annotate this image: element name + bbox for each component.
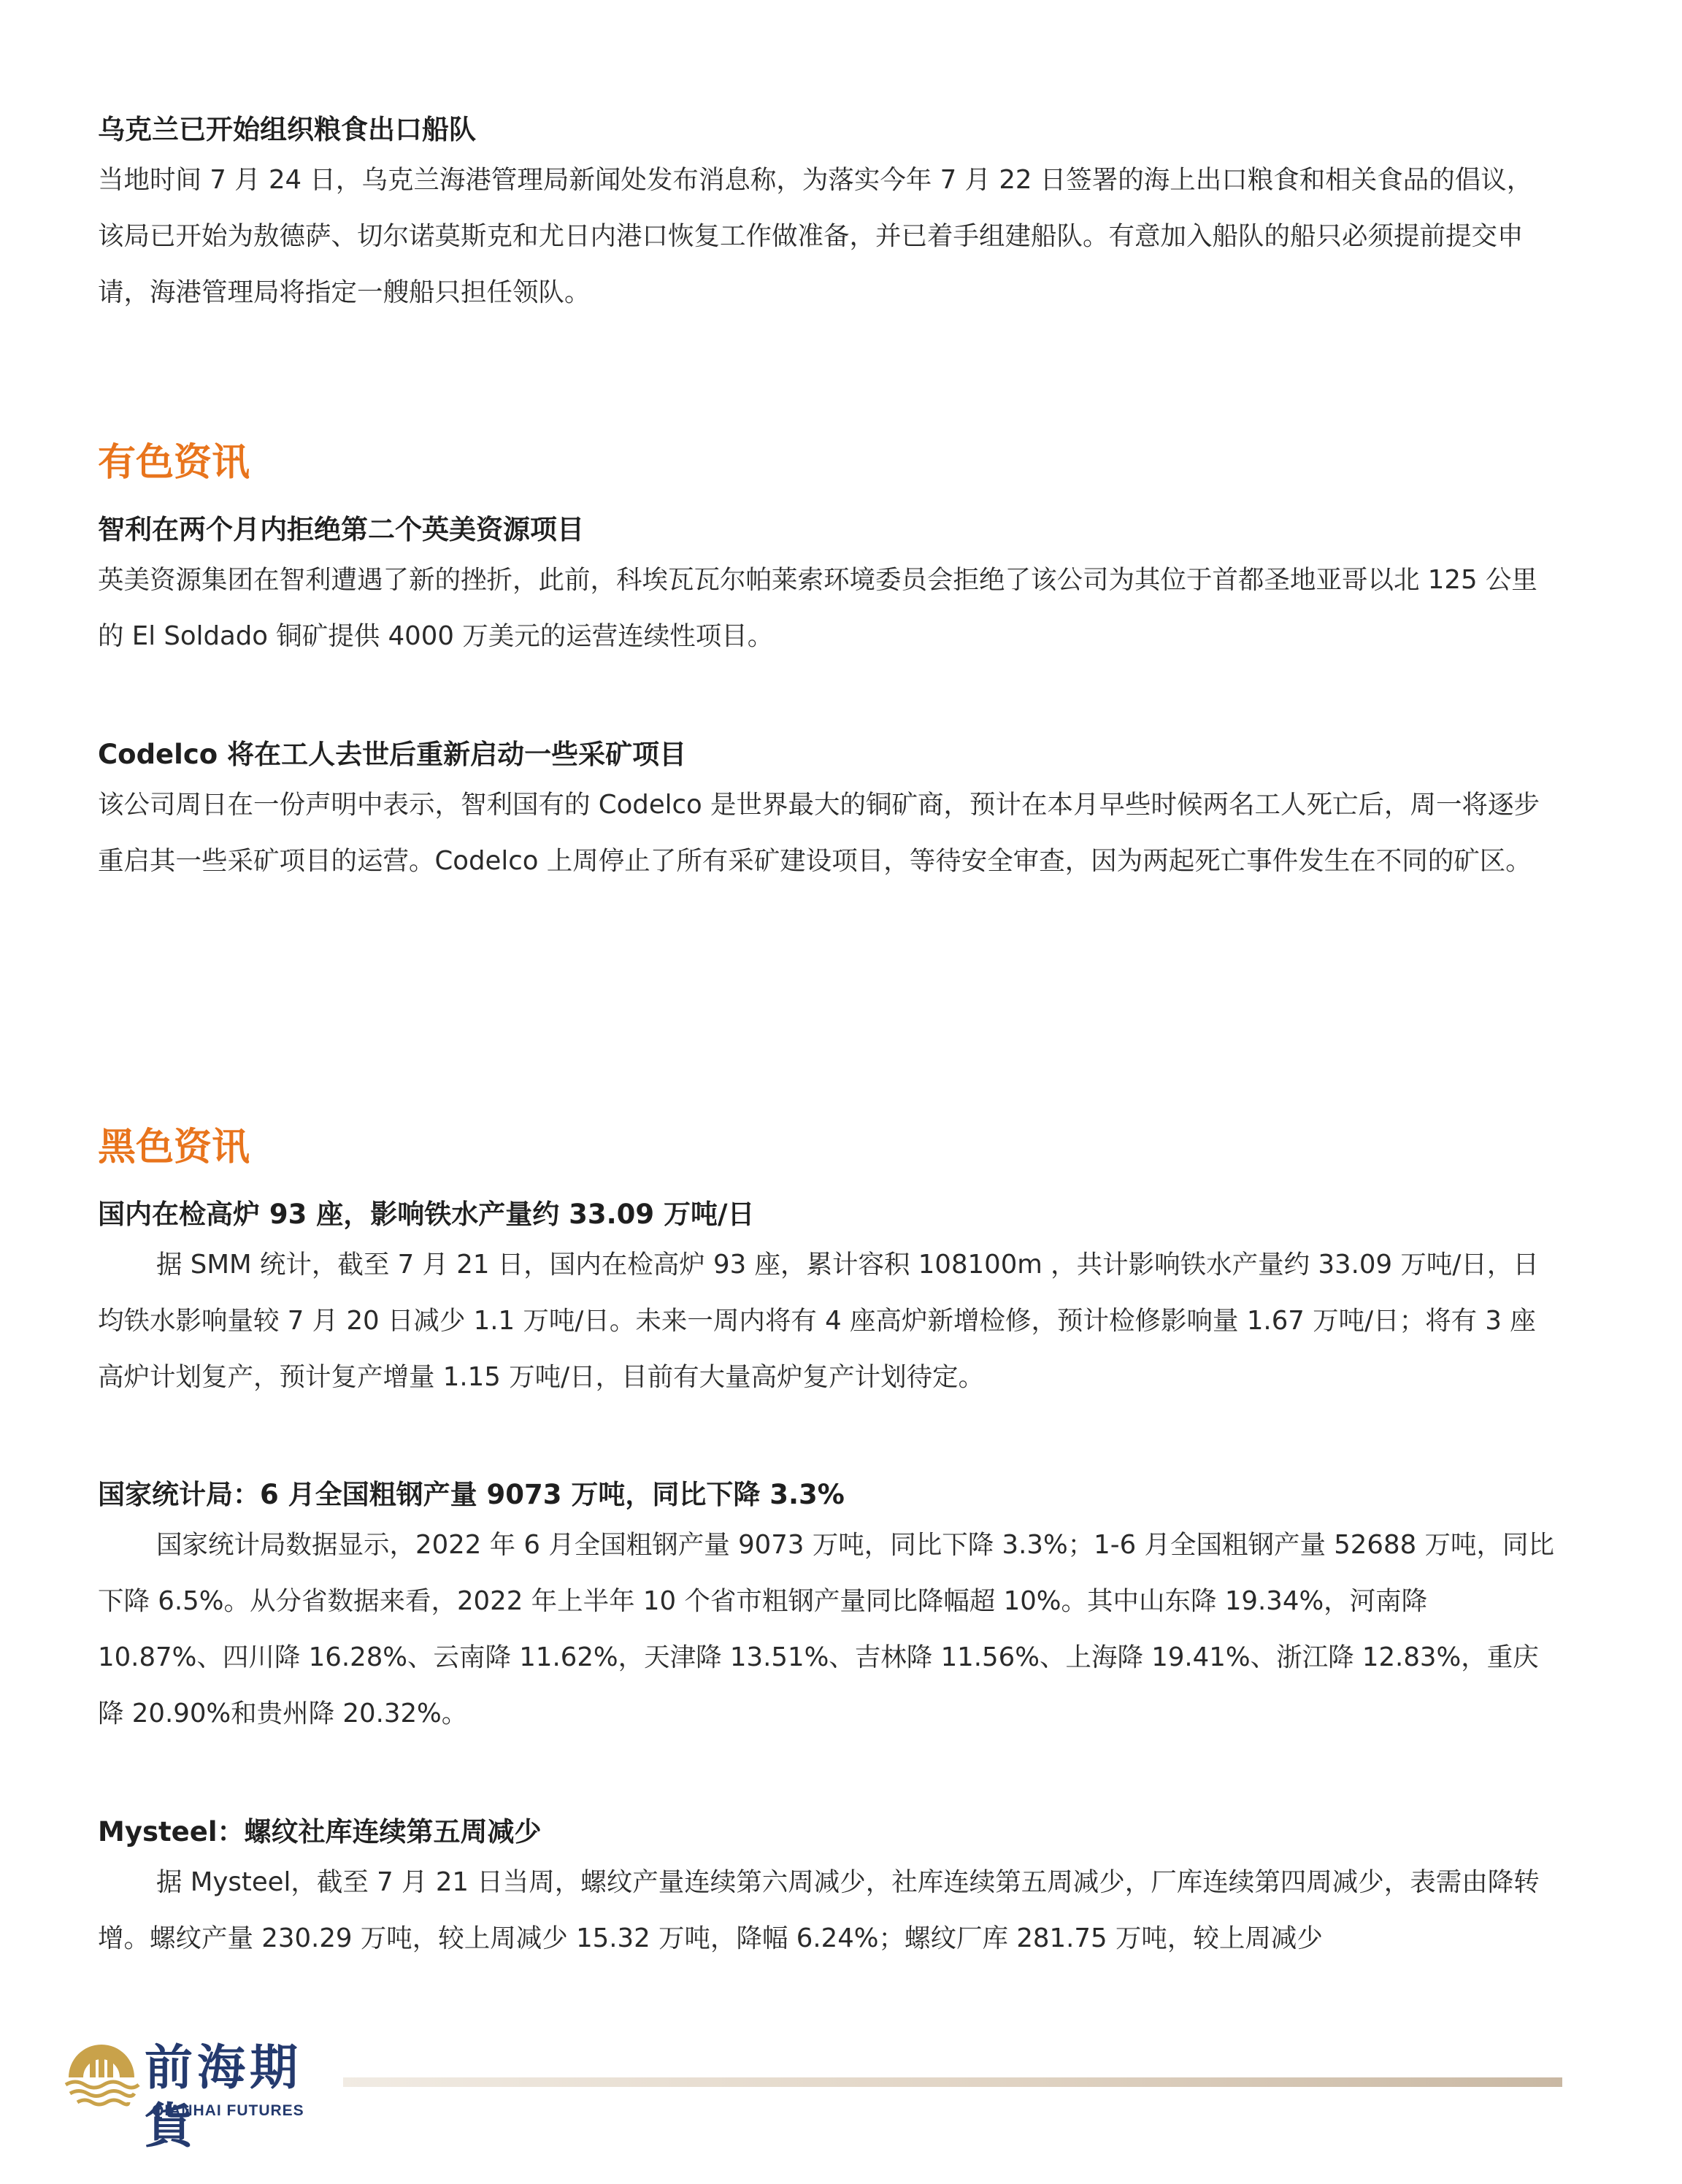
article-ukraine-grain — [98, 108, 1558, 320]
article-body: 该公司周日在一份声明中表示，智利国有的 Codelco 是世界最大的铜矿商，预计在本月早些时候两名工人死亡后，周一将逐步重启其一些采矿项目的运营。Codelco 上周停止了所有采矿建设项目，等待安全审查，因为两起死亡事件发生在不同的矿区。 — [98, 790, 1540, 876]
article-title: 国家统计局：6 月全国粗钢产量 9073 万吨，同比下降 3.3% — [98, 1479, 845, 1510]
article-title: 国内在检高炉 93 座，影响铁水产量约 33.09 万吨/日 — [98, 1199, 755, 1230]
article-body: 当地时间 7 月 24 日，乌克兰海港管理局新闻处发布消息称，为落实今年 7 月 22 日签署的海上出口粮食和相关食品的倡议，该局已开始为敖德萨、切尔诺莫斯克和尤日内港口恢复工作做准备，并已着手组建船队。有意加入船队的船只必须提前提交申请，海港管理局将指定一艘船只担任领队。 — [98, 165, 1533, 307]
article-crude-steel — [98, 1473, 1558, 1742]
article-mysteel-rebar — [98, 1810, 1558, 1966]
footer-divider — [343, 2077, 1562, 2087]
article-codelco — [98, 733, 1558, 889]
article-blast-furnace — [98, 1193, 1558, 1405]
article-title: 智利在两个月内拒绝第二个英美资源项目 — [98, 514, 584, 545]
section-title-nonferrous — [98, 434, 1558, 492]
article-body: 据 Mysteel，截至 7 月 21 日当周，螺纹产量连续第六周减少，社库连续第五周减少，厂库连续第四周减少，表需由降转增。螺纹产量 230.29 万吨，较上周减少 15.32 万吨，降幅 6.24%；螺纹厂库 281.75 万吨，较上周减少 — [98, 1867, 1540, 1953]
section-title-ferrous — [98, 1118, 1558, 1177]
section-heading: 黑色资讯 — [98, 1126, 250, 1169]
article-title: Mysteel：螺纹社库连续第五周减少 — [98, 1816, 542, 1847]
article-title: 乌克兰已开始组织粮食出口船队 — [98, 114, 476, 145]
page-footer — [0, 2022, 1682, 2184]
logo-english-name: QIANHAI FUTURES — [152, 2102, 304, 2119]
article-body: 英美资源集团在智利遭遇了新的挫折，此前，科埃瓦瓦尔帕莱索环境委员会拒绝了该公司为其位于首都圣地亚哥以北 125 公里的 El Soldado 铜矿提供 4000 万美元的运营连续性项目。 — [98, 565, 1537, 651]
article-title: Codelco 将在工人去世后重新启动一些采矿项目 — [98, 739, 687, 770]
section-heading: 有色资讯 — [98, 441, 250, 485]
article-chile-anglo-american — [98, 508, 1558, 664]
qianhai-emblem-icon — [63, 2034, 140, 2114]
article-body: 据 SMM 统计，截至 7 月 21 日，国内在检高炉 93 座，累计容积 108100m ，共计影响铁水产量约 33.09 万吨/日，日均铁水影响量较 7 月 20 日减少 1.1 万吨/日。未来一周内将有 4 座高炉新增检修，预计检修影响量 1.67 万吨/日；将有 3 座高炉计划复产，预计复产增量 1.15 万吨/日，目前有大量高炉复产计划待定。 — [98, 1250, 1539, 1392]
company-logo — [63, 2022, 333, 2154]
article-body: 国家统计局数据显示，2022 年 6 月全国粗钢产量 9073 万吨，同比下降 3.3%；1-6 月全国粗钢产量 52688 万吨，同比下降 6.5%。从分省数据来看，2022 年上半年 10 个省市粗钢产量同比降幅超 10%。其中山东降 19.34%，河南降 10.87%、四川降 16.28%、云南降 11.62%，天津降 13.51%、吉林降 11.56%、上海降 19.41%、浙江降 12.83%，重庆降 20.90%和贵州降 20.32%。 — [98, 1530, 1554, 1729]
logo-chinese-name: 前海期貨 — [145, 2039, 302, 2154]
